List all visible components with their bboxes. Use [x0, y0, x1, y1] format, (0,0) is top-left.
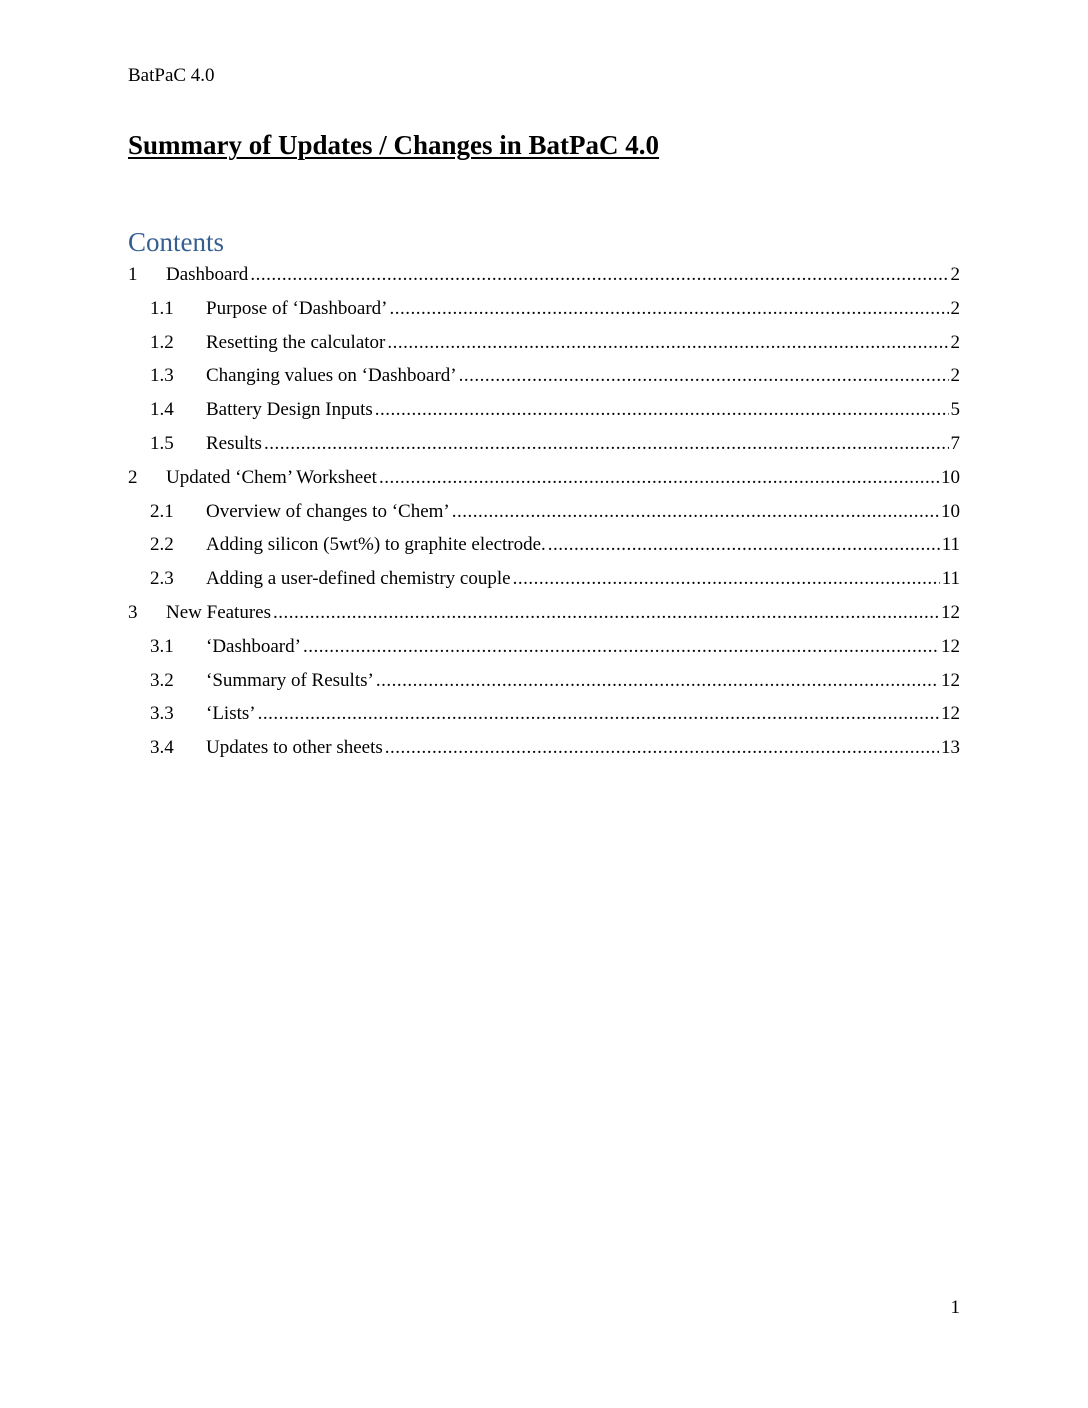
toc-entry-title: Adding silicon (5wt%) to graphite electrode.: [206, 534, 546, 556]
toc-dot-leader: [385, 731, 939, 765]
toc-entry-title: Battery Design Inputs: [206, 399, 373, 421]
toc-entry-title: ‘Lists’: [206, 703, 256, 725]
toc-entry-number: 1.5: [150, 432, 174, 454]
toc-entry-number: 1.2: [150, 331, 174, 353]
toc-entry-page: 7: [950, 432, 960, 454]
toc-dot-leader: [390, 292, 949, 326]
toc-dot-leader: [548, 528, 940, 562]
toc-entry[interactable]: [128, 495, 960, 529]
toc-entry[interactable]: [128, 393, 960, 427]
toc-entry[interactable]: [128, 630, 960, 664]
toc-entry[interactable]: [128, 697, 960, 731]
toc-entry-page: 11: [941, 568, 960, 590]
toc-dot-leader: [376, 664, 939, 698]
toc-entry-title: Dashboard: [166, 264, 249, 285]
toc-entry-number: 1.4: [150, 399, 174, 421]
toc-entry-title: New Features: [166, 601, 271, 623]
toc-entry-number: 1.3: [150, 365, 174, 387]
toc-dot-leader: [250, 258, 948, 292]
toc-dot-leader: [459, 359, 949, 393]
toc-entry-page: 13: [941, 737, 960, 759]
toc-entry-number: 3.1: [150, 635, 174, 657]
toc-entry-number: 2.2: [150, 534, 174, 556]
toc-entry[interactable]: [128, 528, 960, 562]
toc-entry-page: 12: [941, 669, 960, 691]
toc-dot-leader: [452, 495, 939, 529]
toc-entry[interactable]: [128, 731, 960, 765]
toc-entry-title: Updates to other sheets: [206, 737, 383, 759]
toc-entry-title: Updated ‘Chem’ Worksheet: [166, 466, 377, 488]
toc-entry-number: 2.3: [150, 568, 174, 590]
toc-entry-title: Resetting the calculator: [206, 331, 386, 353]
toc-dot-leader: [303, 630, 939, 664]
toc-entry-page: 12: [941, 635, 960, 657]
toc-entry-page: 12: [941, 703, 960, 725]
toc-entry[interactable]: [128, 292, 960, 326]
toc-entry-number: 3.2: [150, 669, 174, 691]
running-header: BatPaC 4.0: [128, 65, 215, 86]
toc-entry-number: 2: [128, 466, 138, 488]
toc-dot-leader: [273, 596, 939, 630]
table-of-contents: [128, 258, 960, 765]
toc-entry-title: Adding a user-defined chemistry couple: [206, 568, 511, 590]
toc-dot-leader: [375, 393, 949, 427]
toc-dot-leader: [264, 427, 949, 461]
toc-entry-page: 2: [950, 365, 960, 387]
toc-entry-page: 2: [950, 331, 960, 353]
toc-entry-number: 3: [128, 601, 138, 623]
toc-dot-leader: [387, 326, 948, 360]
toc-entry-page: 11: [941, 534, 960, 556]
toc-entry-page: 2: [950, 297, 960, 319]
toc-entry-title: ‘Summary of Results’: [206, 669, 374, 691]
toc-entry[interactable]: [128, 664, 960, 698]
toc-entry-title: Results: [206, 432, 262, 454]
toc-entry-title: Overview of changes to ‘Chem’: [206, 500, 450, 522]
toc-entry-title: Changing values on ‘Dashboard’: [206, 365, 457, 387]
toc-entry-number: 3.3: [150, 703, 174, 725]
toc-entry-title: Purpose of ‘Dashboard’: [206, 297, 388, 319]
toc-entry-page: 2: [950, 264, 960, 285]
toc-entry-number: 1: [128, 264, 138, 285]
toc-entry[interactable]: [128, 461, 960, 495]
document-title: Summary of Updates / Changes in BatPaC 4.0: [128, 130, 660, 160]
toc-entry-number: 3.4: [150, 737, 174, 759]
toc-entry[interactable]: [128, 596, 960, 630]
toc-entry-number: 1.1: [150, 297, 174, 319]
toc-entry-page: 10: [941, 500, 960, 522]
toc-entry[interactable]: [128, 427, 960, 461]
toc-entry-page: 5: [950, 399, 960, 421]
toc-entry[interactable]: [128, 258, 960, 292]
toc-heading: Contents: [128, 227, 225, 257]
toc-entry[interactable]: [128, 326, 960, 360]
toc-entry-page: 10: [941, 466, 960, 488]
toc-entry[interactable]: [128, 562, 960, 596]
toc-dot-leader: [513, 562, 940, 596]
toc-entry-title: ‘Dashboard’: [206, 635, 301, 657]
page-number: 1: [950, 1297, 960, 1318]
toc-entry[interactable]: [128, 359, 960, 393]
toc-entry-page: 12: [941, 601, 960, 623]
toc-dot-leader: [258, 697, 939, 731]
toc-entry-number: 2.1: [150, 500, 174, 522]
toc-dot-leader: [379, 461, 939, 495]
